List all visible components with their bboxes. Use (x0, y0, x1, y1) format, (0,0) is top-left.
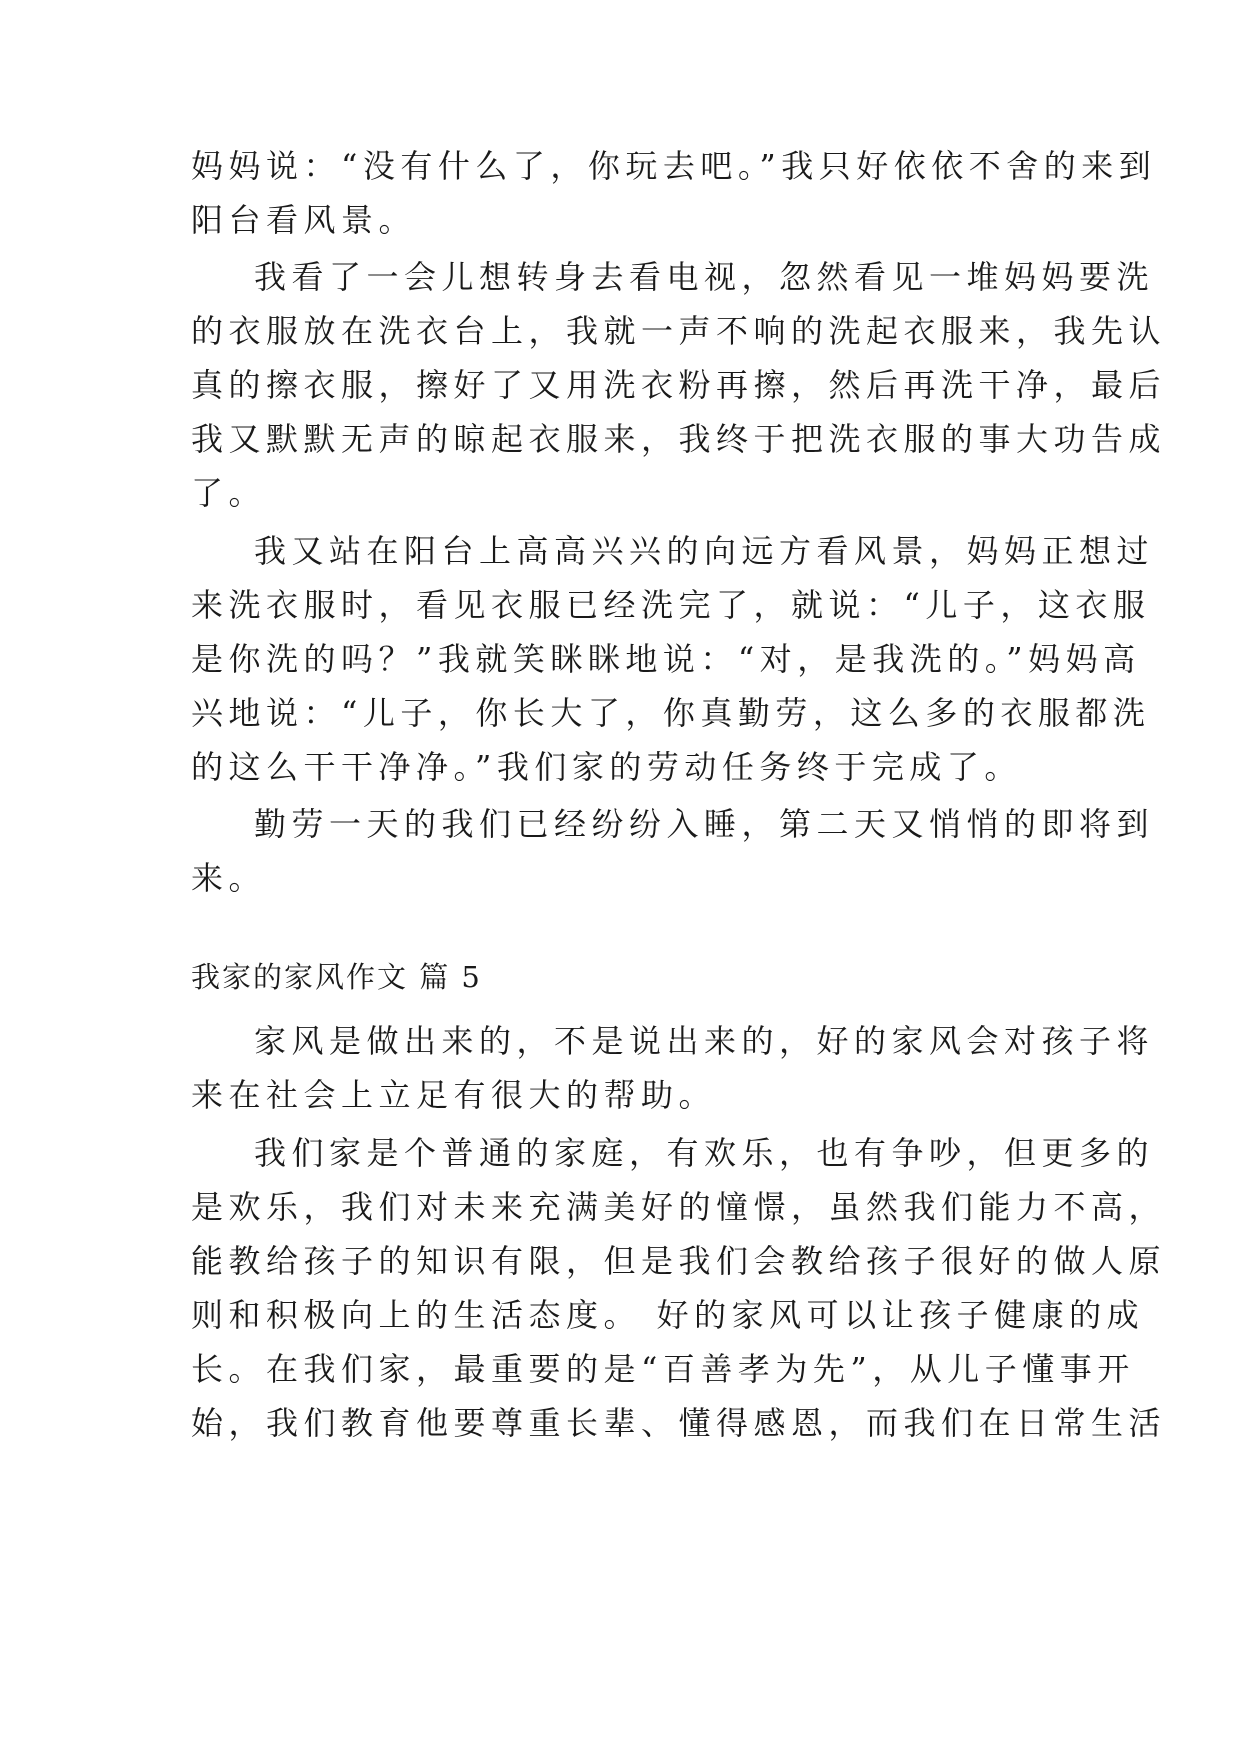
paragraph-line: 始，我们教育他要尊重长辈、懂得感恩，而我们在日常生活 (191, 1404, 1167, 1442)
paragraph-line: 能教给孩子的知识有限，但是我们会教给孩子很好的做人原 (191, 1242, 1167, 1280)
paragraph-line: 了。 (191, 474, 267, 512)
paragraph-line: 家风是做出来的，不是说出来的，好的家风会对孩子将 (254, 1022, 1155, 1060)
paragraph-line: 来在社会上立足有很大的帮助。 (191, 1076, 717, 1114)
paragraph-line: 兴地说：“儿子，你长大了，你真勤劳，这么多的衣服都洗 (191, 694, 1151, 732)
paragraph-line: 来。 (191, 859, 267, 897)
section-heading: 我家的家风作文 篇 5 (191, 960, 482, 994)
paragraph-line: 真的擦衣服，擦好了又用洗衣粉再擦，然后再洗干净，最后 (191, 366, 1167, 404)
paragraph-line: 我看了一会儿想转身去看电视，忽然看见一堆妈妈要洗 (254, 258, 1155, 296)
paragraph-line: 则和积极向上的生活态度。 好的家风可以让孩子健康的成 (191, 1296, 1145, 1334)
paragraph-line: 长。在我们家，最重要的是“百善孝为先”，从儿子懂事开 (191, 1350, 1135, 1388)
paragraph-line: 是你洗的吗？”我就笑眯眯地说：“对，是我洗的。”妈妈高 (191, 640, 1141, 678)
paragraph-line: 的衣服放在洗衣台上，我就一声不响的洗起衣服来，我先认 (191, 312, 1167, 350)
paragraph-line: 我们家是个普通的家庭，有欢乐，也有争吵，但更多的 (254, 1134, 1155, 1172)
paragraph-line: 我又默默无声的晾起衣服来，我终于把洗衣服的事大功告成 (191, 420, 1167, 458)
paragraph-line: 勤劳一天的我们已经纷纷入睡，第二天又悄悄的即将到 (254, 805, 1155, 843)
paragraph-line: 的这么干干净净。”我们家的劳动任务终于完成了。 (191, 748, 1022, 786)
paragraph-line: 妈妈说：“没有什么了，你玩去吧。”我只好依依不舍的来到 (191, 147, 1157, 185)
paragraph-line: 阳台看风景。 (191, 201, 417, 239)
paragraph-line: 来洗衣服时，看见衣服已经洗完了，就说：“儿子，这衣服 (191, 586, 1151, 624)
paragraph-line: 我又站在阳台上高高兴兴的向远方看风景，妈妈正想过 (254, 532, 1155, 570)
paragraph-line: 是欢乐，我们对未来充满美好的憧憬，虽然我们能力不高， (191, 1188, 1167, 1226)
